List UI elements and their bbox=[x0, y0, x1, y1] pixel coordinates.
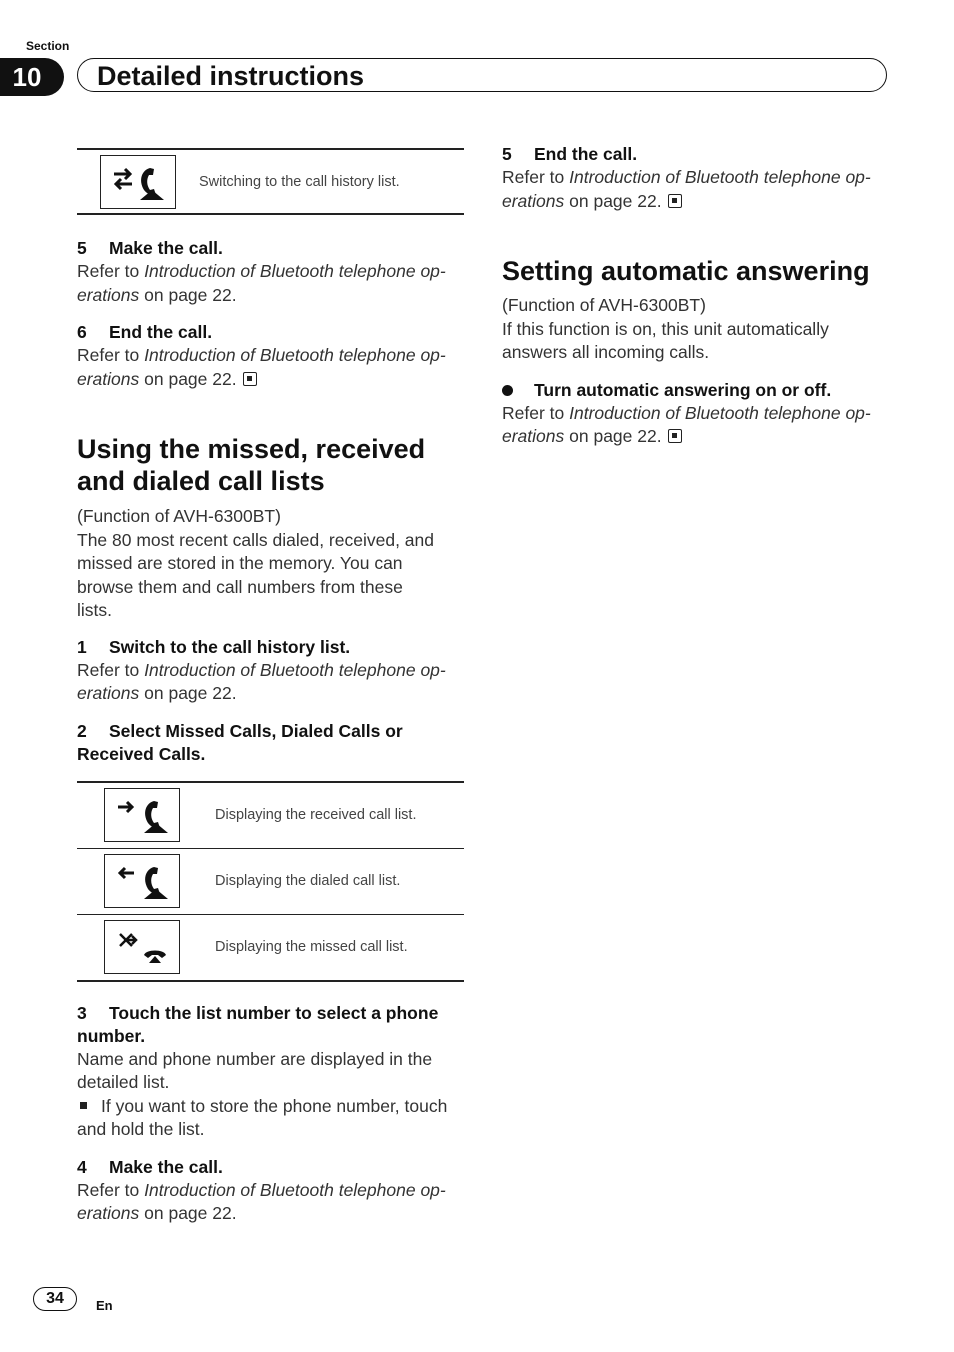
step-2-select-list: 2 Select Missed Calls, Dialed Calls or Received Calls. bbox=[77, 720, 403, 764]
icon-description: Displaying the received call list. bbox=[215, 807, 417, 823]
step-4-reference: Refer to Introduction of Bluetooth telephone op- erations on page 22. bbox=[77, 1179, 446, 1223]
auto-answer-heading: Setting automatic answering bbox=[502, 256, 870, 286]
section-end-icon bbox=[243, 372, 257, 386]
section-number-badge: 10 bbox=[0, 58, 64, 96]
step-5-end-call: 5 End the call. bbox=[502, 144, 638, 164]
step-3-body: Name and phone number are displayed in the detailed list. bbox=[77, 1048, 433, 1092]
icon-row bbox=[77, 150, 464, 213]
section-end-icon bbox=[668, 429, 682, 443]
section-title: Detailed instructions bbox=[97, 61, 365, 91]
step-4-make-call: 4 Make the call. bbox=[77, 1156, 223, 1177]
left-column bbox=[77, 148, 464, 1226]
step-bullet-icon bbox=[502, 385, 513, 396]
icon-row-dialed bbox=[77, 848, 464, 914]
step-1-switch-history: 1 Switch to the call history list. bbox=[77, 636, 351, 657]
icon-description: Switching to the call history list. bbox=[199, 173, 400, 190]
received-calls-icon bbox=[104, 788, 180, 842]
page-number: 34 bbox=[33, 1287, 77, 1311]
step-3-select-number: 3 Touch the list number to select a phone number. bbox=[77, 1002, 439, 1046]
section-label: Section bbox=[26, 39, 70, 53]
right-column bbox=[502, 143, 892, 449]
icon-row-missed bbox=[77, 914, 464, 980]
step-1-reference: Refer to Introduction of Bluetooth telephone op- erations on page 22. bbox=[77, 659, 446, 703]
dialed-calls-icon bbox=[104, 854, 180, 908]
missed-calls-icon bbox=[104, 920, 180, 974]
auto-answer-step: Turn automatic answering on or off. bbox=[502, 379, 892, 402]
call-history-switch-icon bbox=[100, 155, 176, 209]
call-lists-function-note: (Function of AVH-6300BT) bbox=[77, 506, 281, 526]
note-bullet-icon bbox=[80, 1102, 87, 1109]
icon-description: Displaying the dialed call list. bbox=[215, 873, 401, 889]
step-6-end-call: 6 End the call. bbox=[77, 322, 213, 342]
call-lists-heading: Using the missed, received and dialed call lists bbox=[77, 434, 426, 496]
step-3-note: If you want to store the phone number, touch and hold the list. bbox=[77, 1095, 448, 1139]
call-list-icon-table bbox=[77, 781, 464, 982]
auto-answer-function-note: (Function of AVH-6300BT) bbox=[502, 295, 706, 315]
step-5-end-reference: Refer to Introduction of Bluetooth telephone op- erations on page 22. bbox=[502, 167, 871, 211]
call-history-icon-table bbox=[77, 148, 464, 215]
step-5-make-call: 5 Make the call. bbox=[77, 238, 223, 258]
section-end-icon bbox=[668, 194, 682, 208]
auto-answer-intro: If this function is on, this unit automatically answers all incoming calls. bbox=[502, 318, 829, 362]
step-5-reference: Refer to Introduction of Bluetooth telephone op- erations on page 22. bbox=[77, 261, 446, 305]
icon-row-received bbox=[77, 783, 464, 848]
step-6-reference: Refer to Introduction of Bluetooth telephone op- erations on page 22. bbox=[77, 345, 446, 389]
icon-description: Displaying the missed call list. bbox=[215, 939, 408, 955]
auto-answer-reference: Refer to Introduction of Bluetooth telephone op- erations on page 22. bbox=[502, 402, 871, 446]
language-label: En bbox=[96, 1298, 113, 1313]
call-lists-intro: The 80 most recent calls dialed, received, and missed are stored in the memory. You can browse them and call numbers from these lists. bbox=[77, 529, 434, 620]
